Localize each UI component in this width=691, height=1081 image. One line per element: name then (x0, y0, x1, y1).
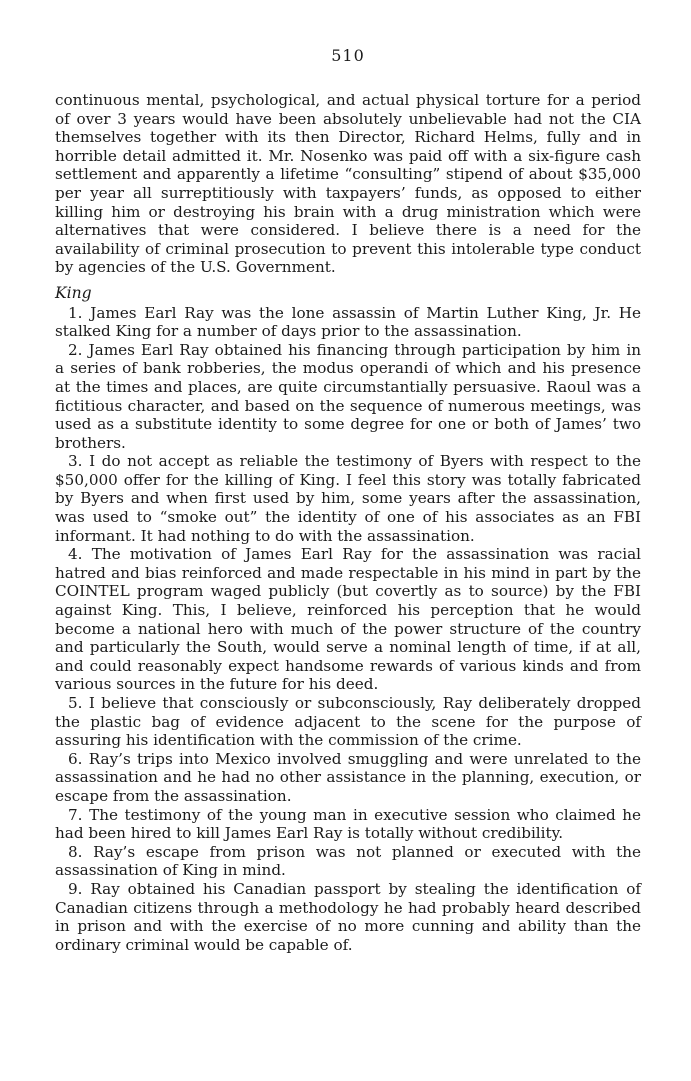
intro-paragraph: continuous mental, psychological, and actual physical torture for a period of over 3 years would have been absolutely unbelievable had not the CIA themselves together with its then Director, Richard Helms, fully and in horrible detail admitted it. Mr. Nosenko was paid off with a six-figure cash settlement and apparently a lifetime “consulting” stipend of about $35,000 per year all surreptitiously with taxpayers’ funds, as opposed to either killing him or destroying his brain with a drug ministration which were alternatives that were considered. I believe there is a need for the availability of criminal prosecution to prevent this intolerable type conduct by agencies of the U.S. Government. (55, 91, 641, 277)
finding-item-1 (55, 304, 641, 341)
finding-number: 9. (68, 879, 83, 898)
finding-item-3 (55, 452, 641, 545)
finding-text: James Earl Ray was the lone assassin of Martin Luther King, Jr. He stalked King for a number of days prior to the assassination. (55, 303, 642, 341)
finding-text: I believe that consciously or subconsciously, Ray deliberately dropped the plastic bag of evidence adjacent to the scene for the purpose of assuring his identification with the commission of the crime. (55, 694, 641, 750)
page-body (55, 91, 641, 954)
finding-text: I do not accept as reliable the testimony of Byers with respect to the $50,000 offer for the killing of King. I feel this story was totally fabricated by Byers and when first used by him, some years after the assassination, was used to “smoke out” the identity of one of his associates as an FBI informant. It had nothing to do with the assassination. (55, 452, 641, 545)
finding-text: Ray’s trips into Mexico involved smuggling and were unrelated to the assassination and he had no other assistance in the planning, execution, or escape from the assassination. (55, 749, 642, 805)
finding-item-4 (55, 545, 641, 694)
finding-number: 3. (68, 452, 83, 471)
finding-item-5 (55, 694, 641, 750)
finding-text: Ray’s escape from prison was not planned or executed with the assassination of King in mind. (55, 842, 641, 880)
finding-text: Ray obtained his Canadian passport by stealing the identification of Canadian citizens through a methodology he had probably heard described in prison and with the exercise of no more cunning and ability than the ordinary criminal would be capable of. (55, 879, 642, 954)
finding-item-6 (55, 750, 641, 806)
finding-item-7 (55, 806, 641, 843)
finding-number: 7. (68, 805, 83, 824)
section-heading-king: King (55, 283, 92, 302)
finding-item-2 (55, 341, 641, 453)
finding-text: The testimony of the young man in executive session who claimed he had been hired to kill James Earl Ray is totally without credibility. (55, 805, 641, 843)
finding-number: 5. (68, 694, 83, 712)
finding-number: 6. (68, 749, 83, 768)
finding-number: 8. (68, 842, 83, 861)
finding-text: James Earl Ray obtained his financing through participation by him in a series of bank robberies, the modus operandi of which and his presence at the times and places, are quite circumstantially persuasive. Raoul was a fictitious character, and based on the sequence of numerous meetings, was used as a substitute identity to some degree for one or both of James’ two brothers. (55, 340, 641, 452)
finding-item-9 (55, 880, 641, 954)
finding-number: 2. (68, 340, 83, 359)
page-number: 510 (331, 46, 365, 65)
finding-item-8 (55, 843, 641, 880)
finding-number: 1. (68, 303, 83, 322)
finding-number: 4. (68, 545, 83, 564)
finding-text: The motivation of James Earl Ray for the assassination was racial hatred and bias reinforced and made respectable in his mind in part by the COINTEL program waged publicly (but covertly as to source) by the FBI against King. This, I believe, reinforced his perception that he would become a national hero with much of the power structure of the country and particularly the South, would serve a nominal length of time, if at all, and could reasonably expect handsome rewards of various kinds and from various sources in the future for his deed. (55, 545, 642, 694)
